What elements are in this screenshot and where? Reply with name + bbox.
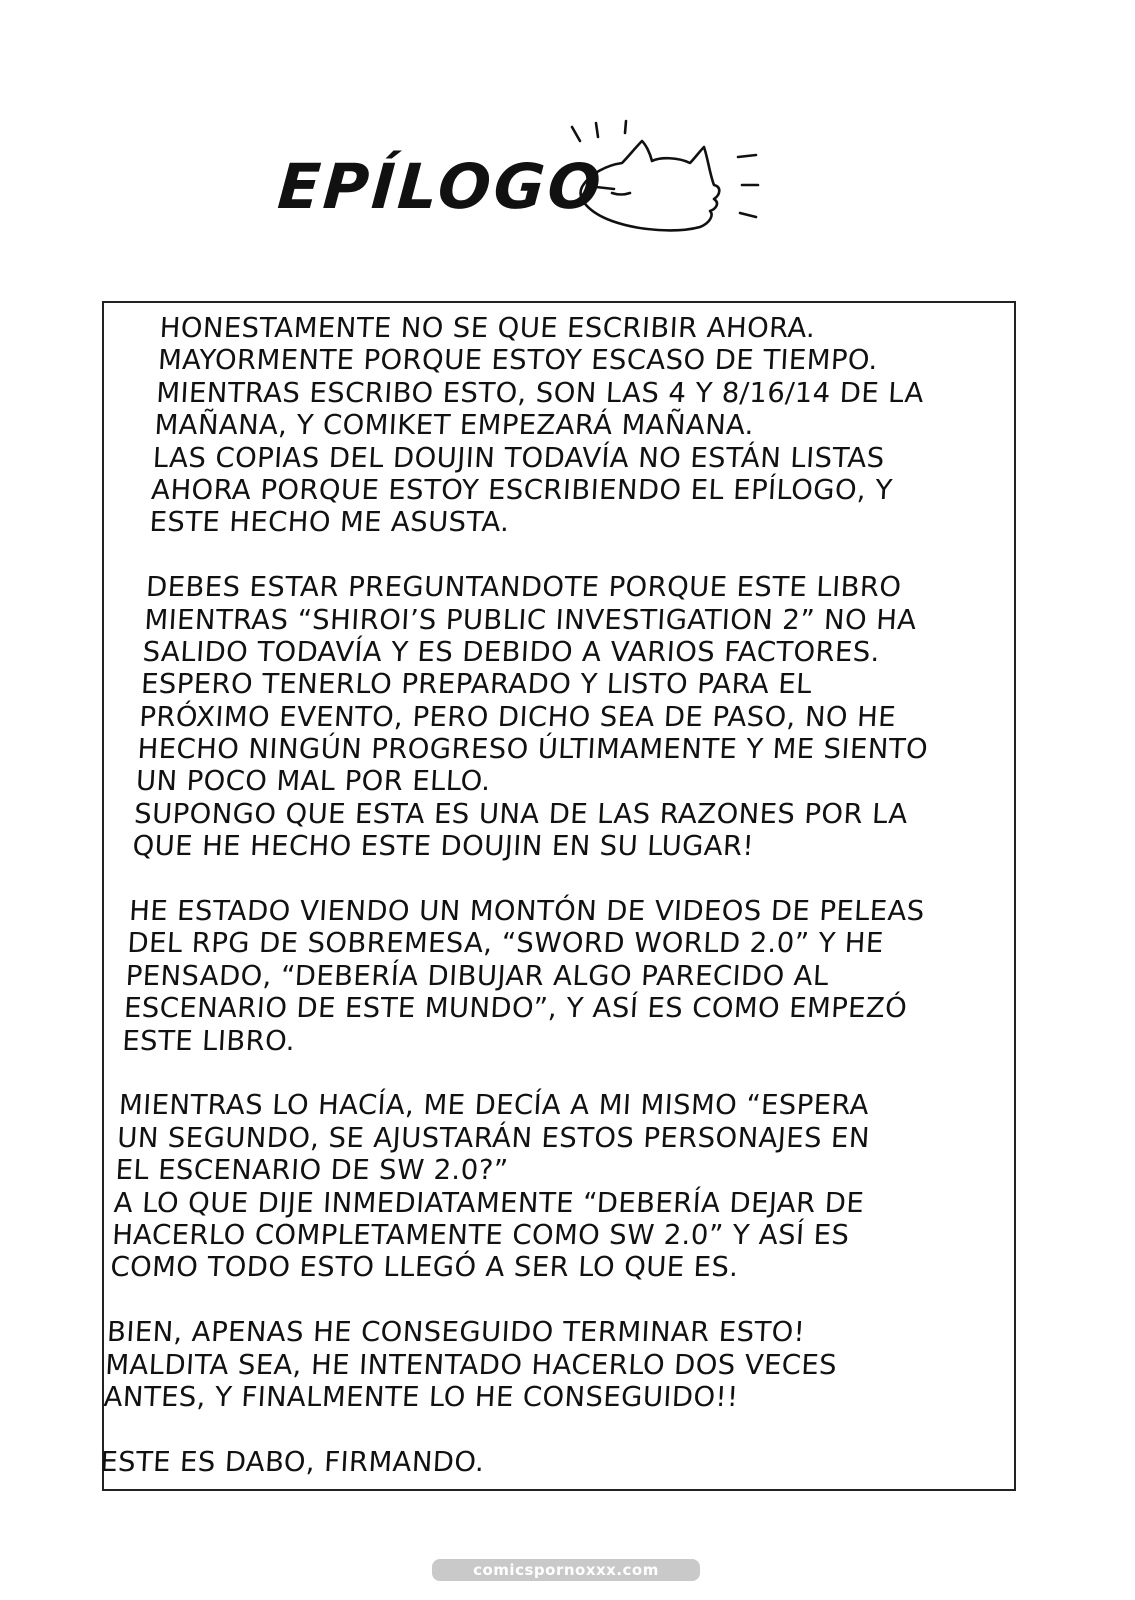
text-line: MALDITA SEA, HE INTENTADO HACERLO DOS VECES: [104, 1348, 838, 1381]
epilogue-body: [99, 312, 1035, 1478]
signature-line: ESTE ES DABO, FIRMANDO.: [99, 1445, 486, 1478]
text-line: COMO TODO ESTO LLEGÓ A SER LO QUE ES.: [109, 1251, 740, 1284]
paragraph: [103, 1316, 983, 1413]
text-line: ESCENARIO DE ESTE MUNDO”, Y ASÍ ES COMO EMPEZÓ: [123, 992, 908, 1025]
page-title: EPÍLOGO: [275, 150, 607, 223]
text-line: UN POCO MAL POR ELLO.: [135, 765, 492, 798]
paragraph: [110, 1089, 995, 1283]
text-line: HONESTAMENTE NO SE QUE ESCRIBIR AHORA.: [158, 312, 817, 344]
text-line: UN SEGUNDO, SE AJUSTARÁN ESTOS PERSONAJES EN: [116, 1121, 871, 1154]
paragraph-gap: [147, 539, 1024, 571]
text-line: MAYORMENTE PORQUE ESTOY ESCASO DE TIEMPO.: [157, 344, 879, 377]
text-line: ANTES, Y FINALMENTE LO HE CONSEGUIDO!!: [102, 1380, 740, 1413]
paragraph-gap: [108, 1284, 985, 1316]
text-line: MIENTRAS ESCRIBO ESTO, SON LAS 4 Y 8/16/14 DE LA: [155, 376, 925, 409]
text-line: PRÓXIMO EVENTO, PERO DICHO SEA DE PASO, NO HE: [138, 700, 897, 733]
text-line: MIENTRAS “SHIROI’S PUBLIC INVESTIGATION 2” NO HA: [143, 603, 918, 636]
text-line: MIENTRAS LO HACÍA, ME DECÍA A MI MISMO “ESPERA: [118, 1089, 870, 1122]
site-watermark: comicspornoxxx.com: [432, 1559, 700, 1581]
text-line: BIEN, APENAS HE CONSEGUIDO TERMINAR ESTO!: [106, 1316, 806, 1349]
text-line: HECHO NINGÚN PROGRESO ÚLTIMAMENTE Y ME SIENTO: [136, 733, 929, 766]
paragraph-gap: [101, 1413, 978, 1445]
text-line: PENSADO, “DEBERÍA DIBUJAR ALGO PARECIDO AL: [124, 959, 830, 992]
paragraph: [149, 312, 1036, 539]
text-line: DEL RPG DE SOBREMESA, “SWORD WORLD 2.0” Y HE: [126, 927, 885, 960]
text-line: MAÑANA, Y COMIKET EMPEZARÁ MAÑANA.: [153, 409, 755, 442]
paragraph-gap: [120, 1057, 997, 1089]
paragraph: [132, 571, 1022, 863]
text-line: ESPERO TENERLO PREPARADO Y LISTO PARA EL: [140, 668, 813, 701]
text-line: DEBES ESTAR PREGUNTANDOTE PORQUE ESTE LIBRO: [145, 571, 903, 604]
text-line: AHORA PORQUE ESTOY ESCRIBIENDO EL EPÍLOGO, Y: [150, 473, 894, 506]
text-line: QUE HE HECHO ESTE DOUJIN EN SU LUGAR!: [131, 830, 755, 863]
paragraph: [99, 1446, 976, 1478]
paragraph-gap: [130, 863, 1007, 895]
paragraph: [122, 895, 1005, 1057]
text-line: ESTE HECHO ME ASUSTA.: [148, 506, 511, 539]
text-line: A LO QUE DIJE INMEDIATAMENTE “DEBERÍA DEJAR DE: [113, 1186, 865, 1219]
text-line: SALIDO TODAVÍA Y ES DEBIDO A VARIOS FACTORES.: [141, 635, 881, 668]
text-line: EL ESCENARIO DE SW 2.0?”: [114, 1154, 510, 1187]
text-line: HACERLO COMPLETAMENTE COMO SW 2.0” Y ASÍ ES: [111, 1218, 851, 1251]
sleepy-cat-blob-icon: [560, 115, 790, 255]
text-line: LAS COPIAS DEL DOUJIN TODAVÍA NO ESTÁN LISTAS: [152, 441, 886, 474]
text-line: ESTE LIBRO.: [121, 1024, 297, 1057]
text-line: SUPONGO QUE ESTA ES UNA DE LAS RAZONES POR LA: [133, 797, 909, 830]
text-line: HE ESTADO VIENDO UN MONTÓN DE VIDEOS DE PELEAS: [128, 895, 926, 928]
